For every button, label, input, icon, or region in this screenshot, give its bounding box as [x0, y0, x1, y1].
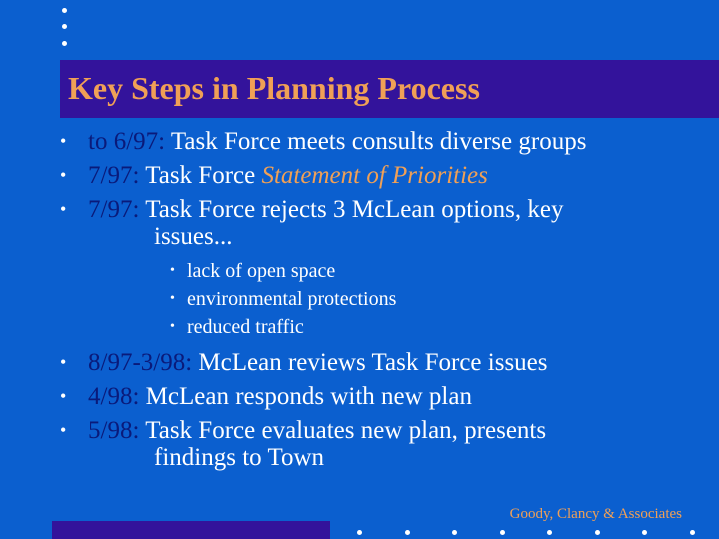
bullet-icon: • — [60, 165, 67, 185]
bullet-item-5 — [60, 383, 710, 410]
bullet-item-6 — [60, 417, 710, 471]
bullet-icon: • — [60, 199, 67, 219]
bullet-icon: • — [60, 386, 67, 406]
sub-item-text: environmental protections — [187, 288, 397, 310]
bullet-icon: • — [60, 352, 67, 372]
item-text: Task Force meets consults diverse groups — [165, 128, 587, 155]
sub-item-2 — [170, 285, 710, 313]
item-date: 7/97: — [88, 162, 140, 189]
item-date: 7/97: — [88, 196, 140, 223]
bullet-item-4 — [60, 349, 710, 376]
sub-bullet-icon: • — [170, 319, 175, 334]
footer-credit: Goody, Clancy & Associates — [509, 506, 682, 522]
item-date: 4/98: — [88, 383, 140, 410]
item-date: 5/98: — [88, 417, 140, 444]
sub-bullet-icon: • — [170, 291, 175, 306]
footer-bar — [52, 521, 330, 539]
item-text: Task Force evaluates new plan, presents — [139, 417, 547, 444]
item-text: Task Force — [139, 162, 262, 189]
bullet-icon: • — [60, 420, 67, 440]
sub-item-1 — [170, 257, 710, 285]
item-continuation: findings to Town — [154, 444, 325, 471]
item-text: McLean reviews Task Force issues — [192, 349, 548, 376]
sub-item-text: reduced traffic — [187, 316, 304, 338]
bullet-item-3 — [60, 196, 710, 250]
item-accent-text: Statement of Priorities — [261, 162, 488, 189]
item-date: to 6/97: — [88, 128, 166, 155]
bullet-item-2 — [60, 162, 710, 189]
sub-bullet-icon: • — [170, 263, 175, 278]
item-continuation: issues... — [154, 223, 233, 250]
item-text: McLean responds with new plan — [139, 383, 472, 410]
slide-title: Key Steps in Planning Process — [68, 70, 480, 106]
bullet-list — [60, 128, 710, 478]
bullet-item-1 — [60, 128, 710, 155]
title-bar — [60, 60, 719, 118]
sub-bullet-list — [60, 257, 710, 341]
bullet-icon: • — [60, 131, 67, 151]
item-date: 8/97-3/98: — [88, 349, 193, 376]
item-text: Task Force rejects 3 McLean options, key — [139, 196, 564, 223]
sub-item-text: lack of open space — [187, 260, 336, 282]
sub-item-3 — [170, 313, 710, 341]
